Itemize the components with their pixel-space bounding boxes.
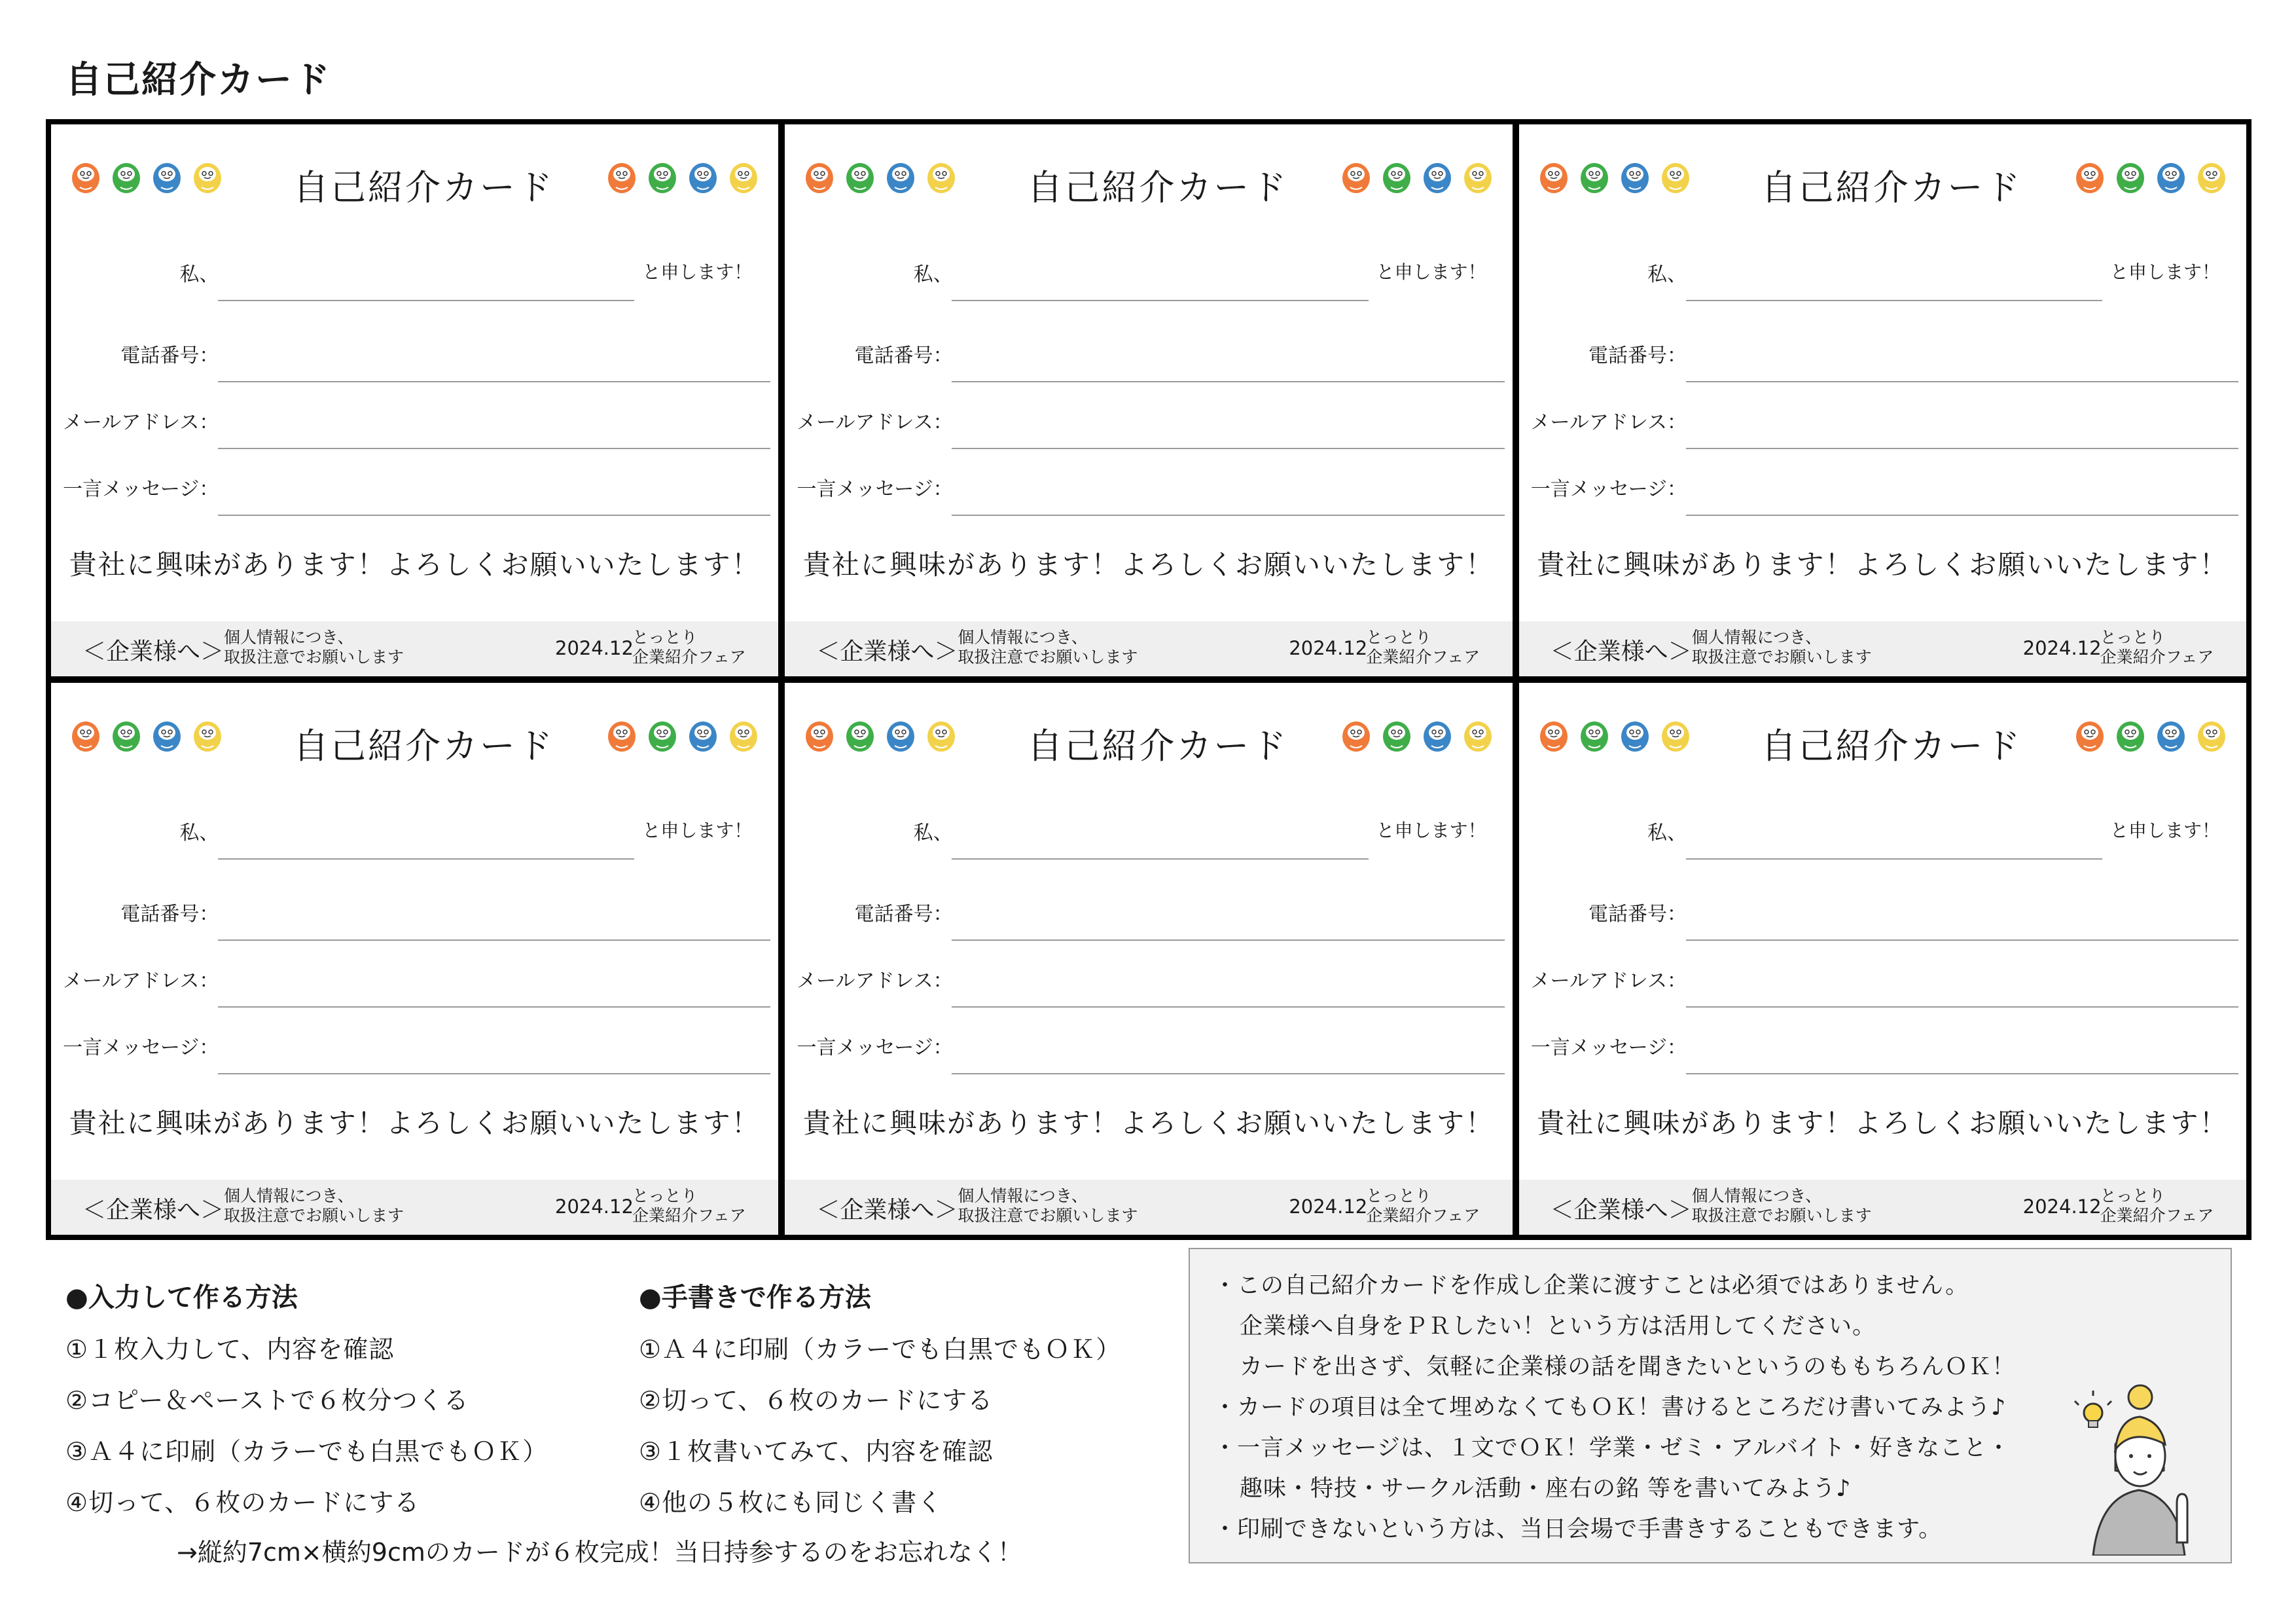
daruma-blue-icon [1620,717,1650,755]
card-footer [785,1180,1512,1235]
phone-label: 電話番号： [854,903,953,926]
daruma-orange-icon [607,158,637,196]
daruma-icon-group [2075,717,2227,755]
email-row [51,955,778,1008]
event-name [1366,1186,1480,1226]
privacy-note [958,628,1138,667]
daruma-yellow-icon [192,717,223,755]
daruma-green-icon [111,158,141,196]
card-footer [51,1180,778,1235]
message-label: 一言メッセージ： [797,1036,953,1059]
phone-label: 電話番号： [854,344,953,367]
card-title: 自己紹介カード [1761,725,2022,767]
phone-line[interactable] [952,939,1504,941]
daruma-green-icon [2115,717,2145,755]
input-step: ④切って、６枚のカードにする [65,1488,420,1517]
event-name [632,1186,746,1226]
privacy-line: 個人情報につき、 [224,1186,354,1205]
greeting-text: 貴社に興味があります！よろしくお願いいたします！ [1537,549,2229,581]
name-line[interactable] [218,300,634,301]
card-title: 自己紹介カード [293,167,554,208]
name-label: 私、 [179,822,219,845]
privacy-line: 取扱注意でお願いします [1691,1206,1872,1225]
phone-label: 電話番号： [120,344,219,367]
phone-label: 電話番号： [1588,344,1687,367]
daruma-blue-icon [688,717,718,755]
privacy-note [958,1186,1138,1226]
event-name-line: 企業紹介フェア [1366,1206,1480,1225]
daruma-icon-group [607,158,759,196]
daruma-orange-icon [1539,717,1569,755]
input-step: ②コピー＆ペーストで６枚分つくる [65,1386,469,1415]
result-note: →縦約7cm×横約9cmのカードが６枚完成！当日持参するのをお忘れなく！ [177,1538,1022,1567]
daruma-blue-icon [152,158,182,196]
daruma-blue-icon [1422,717,1452,755]
self-introduction-card [1519,124,2246,676]
event-name [2100,1186,2214,1226]
to-company-label: ＜企業様へ＞ [82,638,224,665]
event-date: 2024.12 [1289,1195,1368,1218]
email-label: メールアドレス： [62,411,219,434]
email-label: メールアドレス： [797,970,953,993]
privacy-line: 個人情報につき、 [224,628,354,647]
handwrite-step: ④他の５枚にも同じく書く [639,1488,943,1517]
name-label: 私、 [913,822,953,845]
daruma-green-icon [647,158,677,196]
card-footer [1519,1180,2246,1235]
email-line[interactable] [952,1006,1504,1008]
phone-label: 電話番号： [1588,903,1687,926]
handwrite-step: ①Ａ４に印刷（カラーでも白黒でもＯＫ） [639,1335,1122,1364]
daruma-yellow-icon [728,717,759,755]
privacy-note [224,1186,404,1226]
daruma-orange-icon [1341,717,1371,755]
input-step: ①１枚入力して、内容を確認 [65,1335,395,1364]
phone-row [51,330,778,382]
event-name-line: とっとり [1366,628,1431,647]
handwrite-method-heading: ●手書きで作る方法 [639,1283,871,1313]
note-line: 趣味・特技・サークル活動・座右の銘 等を書いてみよう♪ [1240,1476,1852,1502]
daruma-green-icon [845,717,875,755]
event-name [2100,628,2214,667]
privacy-line: 個人情報につき、 [1691,628,1822,647]
note-line: カードを出さず、気軽に企業様の話を聞きたいというのももちろんＯＫ！ [1240,1354,2016,1380]
to-company-label: ＜企業様へ＞ [816,1197,958,1224]
event-name-line: とっとり [2100,628,2166,647]
daruma-blue-icon [152,717,182,755]
event-name-line: とっとり [1366,1186,1431,1205]
greeting-text: 貴社に興味があります！よろしくお願いいたします！ [69,549,761,581]
handwrite-step: ③１枚書いてみて、内容を確認 [639,1437,994,1466]
daruma-orange-icon [804,717,834,755]
card-header [785,157,1512,210]
daruma-yellow-icon [1463,158,1493,196]
note-line: ・印刷できないという方は、当日会場で手書きすることもできます。 [1213,1516,1943,1542]
event-name-line: 企業紹介フェア [2100,1206,2214,1225]
daruma-orange-icon [2075,158,2105,196]
to-company-label: ＜企業様へ＞ [1550,1197,1692,1224]
daruma-yellow-icon [926,158,956,196]
daruma-orange-icon [71,158,101,196]
name-suffix: と申します！ [1376,820,1486,841]
note-line: 企業様へ自身をＰＲしたい！という方は活用してください。 [1240,1313,1876,1340]
daruma-blue-icon [2156,717,2186,755]
card-footer [785,621,1512,676]
email-line[interactable] [952,448,1504,449]
email-line[interactable] [218,448,770,449]
phone-label: 電話番号： [120,903,219,926]
daruma-green-icon [845,158,875,196]
name-line[interactable] [952,300,1368,301]
name-suffix: と申します！ [642,820,753,841]
email-line[interactable] [1686,1006,2238,1008]
email-row [785,397,1512,449]
email-label: メールアドレス： [1530,411,1687,434]
card-title: 自己紹介カード [1027,725,1289,767]
email-label: メールアドレス： [1530,970,1687,993]
input-method-heading: ●入力して作る方法 [65,1283,298,1313]
phone-line[interactable] [1686,381,2238,382]
daruma-yellow-icon [192,158,223,196]
self-introduction-card [785,683,1512,1235]
card-header [51,157,778,210]
name-suffix: と申します！ [1376,261,1486,283]
daruma-icon-group [1341,158,1493,196]
daruma-blue-icon [688,158,718,196]
name-label: 私、 [179,263,219,286]
name-line[interactable] [1686,300,2102,301]
message-line[interactable] [1686,515,2238,516]
event-name-line: 企業紹介フェア [1366,647,1480,666]
privacy-line: 取扱注意でお願いします [958,647,1138,666]
daruma-icon-group [2075,158,2227,196]
email-line[interactable] [218,1006,770,1008]
phone-row [785,888,1512,941]
email-line[interactable] [1686,448,2238,449]
event-name-line: とっとり [632,1186,698,1205]
name-suffix: と申します！ [2109,261,2220,283]
privacy-line: 取扱注意でお願いします [1691,647,1872,666]
event-name-line: 企業紹介フェア [632,647,746,666]
card-header [1519,157,2246,210]
event-date: 2024.12 [555,1195,634,1218]
input-step: ③Ａ４に印刷（カラーでも白黒でもＯＫ） [65,1437,548,1466]
message-line[interactable] [218,515,770,516]
name-row [1519,807,2246,860]
message-row [785,1022,1512,1074]
name-label: 私、 [1647,822,1687,845]
event-name [632,628,746,667]
daruma-icon-group [1539,717,1691,755]
privacy-line: 取扱注意でお願いします [958,1206,1138,1225]
email-row [1519,397,2246,449]
event-name-line: とっとり [2100,1186,2166,1205]
message-label: 一言メッセージ： [63,478,219,501]
privacy-line: 個人情報につき、 [958,1186,1088,1205]
greeting-text: 貴社に興味があります！よろしくお願いいたします！ [69,1107,761,1139]
daruma-icon-group [804,158,956,196]
daruma-icon-group [607,717,759,755]
daruma-orange-icon [804,158,834,196]
note-line: ・この自己紹介カードを作成し企業に渡すことは必須ではありません。 [1213,1273,1969,1299]
privacy-note [1692,628,1872,667]
email-label: メールアドレス： [62,970,219,993]
daruma-yellow-icon [1660,717,1691,755]
event-name-line: とっとり [632,628,698,647]
phone-line[interactable] [218,381,770,382]
email-row [785,955,1512,1008]
email-label: メールアドレス： [797,411,953,434]
privacy-note [1692,1186,1872,1226]
event-name [1366,628,1480,667]
to-company-label: ＜企業様へ＞ [1550,638,1692,665]
phone-row [1519,888,2246,941]
daruma-orange-icon [71,717,101,755]
email-row [51,397,778,449]
phone-row [1519,330,2246,382]
daruma-orange-icon [607,717,637,755]
to-company-label: ＜企業様へ＞ [816,638,958,665]
name-row [51,249,778,301]
event-date: 2024.12 [555,637,634,659]
daruma-blue-icon [1620,158,1650,196]
daruma-orange-icon [1539,158,1569,196]
name-row [1519,249,2246,301]
event-name-line: 企業紹介フェア [2100,647,2214,666]
name-label: 私、 [913,263,953,286]
message-row [51,1022,778,1074]
message-line[interactable] [952,1073,1504,1074]
card-title: 自己紹介カード [293,725,554,767]
event-date: 2024.12 [1289,637,1368,659]
daruma-yellow-icon [2197,158,2227,196]
phone-line[interactable] [952,381,1504,382]
daruma-icon-group [1341,717,1493,755]
daruma-blue-icon [2156,158,2186,196]
daruma-blue-icon [886,717,916,755]
greeting-text: 貴社に興味があります！よろしくお願いいたします！ [1537,1107,2229,1139]
daruma-yellow-icon [2197,717,2227,755]
phone-line[interactable] [1686,939,2238,941]
self-introduction-card [51,683,778,1235]
email-row [1519,955,2246,1008]
name-line[interactable] [1686,858,2102,860]
card-footer [51,621,778,676]
daruma-icon-group [71,717,223,755]
daruma-green-icon [1382,158,1412,196]
card-header [785,716,1512,768]
event-name-line: 企業紹介フェア [632,1206,746,1225]
message-label: 一言メッセージ： [63,1036,219,1059]
event-date: 2024.12 [2022,637,2102,659]
message-label: 一言メッセージ： [1530,1036,1687,1059]
phone-row [785,330,1512,382]
phone-line[interactable] [218,939,770,941]
name-suffix: と申します！ [2109,820,2220,841]
daruma-icon-group [71,158,223,196]
name-label: 私、 [1647,263,1687,286]
privacy-note [224,628,404,667]
privacy-line: 個人情報につき、 [1691,1186,1822,1205]
daruma-orange-icon [2075,717,2105,755]
daruma-yellow-icon [1463,717,1493,755]
lightbulb-icon [2075,1391,2111,1427]
handwrite-step: ②切って、６枚のカードにする [639,1386,994,1415]
greeting-text: 貴社に興味があります！よろしくお願いいたします！ [802,549,1494,581]
privacy-line: 取扱注意でお願いします [224,1206,404,1225]
name-row [785,807,1512,860]
note-line: ・カードの項目は全て埋めなくてもＯＫ！書けるところだけ書いてみよう♪ [1213,1395,2007,1421]
greeting-text: 貴社に興味があります！よろしくお願いいたします！ [802,1107,1494,1139]
privacy-line: 取扱注意でお願いします [224,647,404,666]
to-company-label: ＜企業様へ＞ [82,1197,224,1224]
card-title: 自己紹介カード [1761,167,2022,208]
daruma-icon-group [1539,158,1691,196]
person-with-idea-icon [2067,1372,2211,1556]
daruma-green-icon [111,717,141,755]
daruma-orange-icon [1341,158,1371,196]
name-suffix: と申します！ [642,261,753,283]
card-title: 自己紹介カード [1027,167,1289,208]
daruma-icon-group [804,717,956,755]
name-line[interactable] [952,858,1368,860]
self-introduction-card [785,124,1512,676]
name-row [51,807,778,860]
message-line[interactable] [218,1073,770,1074]
daruma-blue-icon [1422,158,1452,196]
card-footer [1519,621,2246,676]
card-sheet [46,119,2251,1240]
phone-row [51,888,778,941]
message-row [785,464,1512,516]
message-label: 一言メッセージ： [1530,478,1687,501]
message-label: 一言メッセージ： [797,478,953,501]
message-row [1519,464,2246,516]
message-row [1519,1022,2246,1074]
message-line[interactable] [952,515,1504,516]
name-row [785,249,1512,301]
notes-box [1189,1248,2232,1563]
daruma-green-icon [1579,717,1609,755]
daruma-blue-icon [886,158,916,196]
event-date: 2024.12 [2022,1195,2102,1218]
name-line[interactable] [218,858,634,860]
note-line: ・一言メッセージは、１文でＯＫ！学業・ゼミ・アルバイト・好きなこと・ [1213,1435,2011,1461]
card-header [51,716,778,768]
page-title: 自己紹介カード [65,59,331,101]
daruma-yellow-icon [728,158,759,196]
card-header [1519,716,2246,768]
daruma-yellow-icon [926,717,956,755]
daruma-green-icon [1382,717,1412,755]
message-row [51,464,778,516]
self-introduction-card [1519,683,2246,1235]
daruma-green-icon [647,717,677,755]
daruma-green-icon [2115,158,2145,196]
daruma-yellow-icon [1660,158,1691,196]
message-line[interactable] [1686,1073,2238,1074]
daruma-green-icon [1579,158,1609,196]
privacy-line: 個人情報につき、 [958,628,1088,647]
self-introduction-card [51,124,778,676]
